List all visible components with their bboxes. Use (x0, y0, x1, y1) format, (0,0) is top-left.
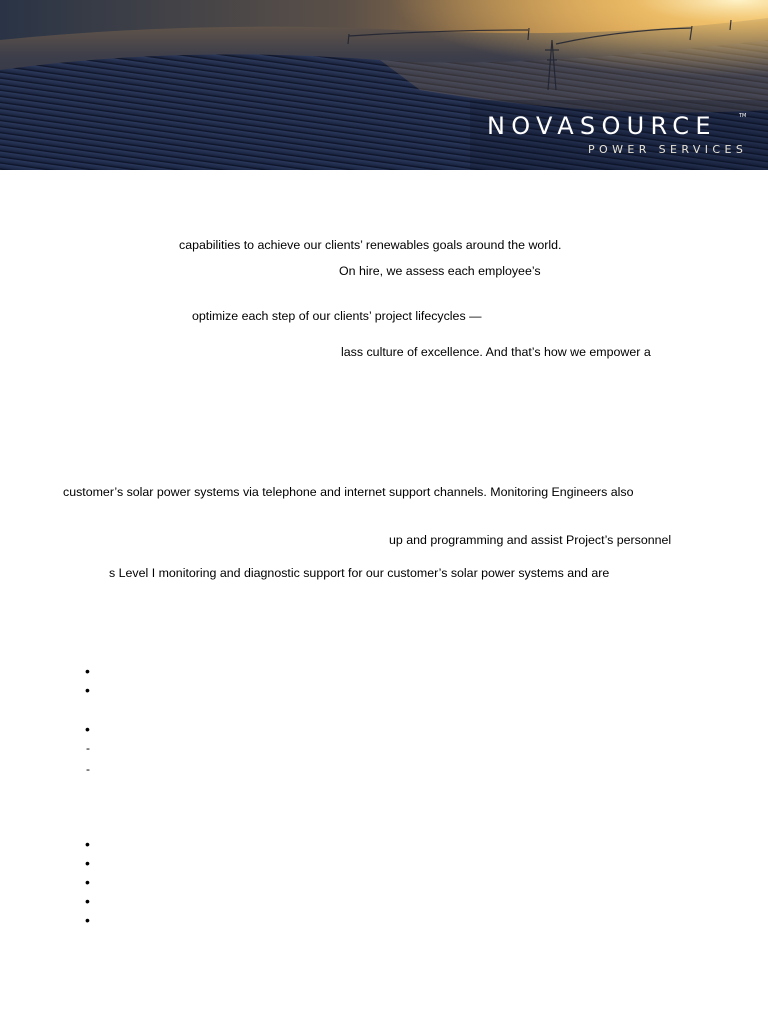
list-bullet: • (85, 663, 90, 679)
list-bullet: • (85, 682, 90, 698)
body-line-3: optimize each step of our clients’ project lifecycles — (192, 309, 482, 323)
list-dash: - (86, 762, 90, 776)
list-bullet: • (85, 893, 90, 909)
body-line-5: customer’s solar power systems via telephone and internet support channels. Monitoring Engineers also (63, 485, 634, 499)
header-banner (0, 0, 768, 170)
logo-wordmark: NOVASOURCE (487, 112, 717, 140)
list-bullet: • (85, 912, 90, 928)
body-line-7: s Level I monitoring and diagnostic support for our customer’s solar power systems and are (109, 566, 610, 580)
list-dash: - (86, 741, 90, 755)
list-bullet: • (85, 874, 90, 890)
logo-trademark: TM (739, 113, 747, 119)
logo-subtitle: POWER SERVICES (588, 143, 748, 156)
list-bullet: • (85, 836, 90, 852)
body-line-1: capabilities to achieve our clients’ renewables goals around the world. (179, 238, 562, 252)
novasource-logo (487, 112, 747, 162)
body-line-4: lass culture of excellence. And that’s how we empower a (341, 345, 651, 359)
body-line-2: On hire, we assess each employee’s (339, 264, 541, 278)
body-line-6: up and programming and assist Project’s personnel (389, 533, 672, 547)
list-bullet: • (85, 721, 90, 737)
list-bullet: • (85, 855, 90, 871)
